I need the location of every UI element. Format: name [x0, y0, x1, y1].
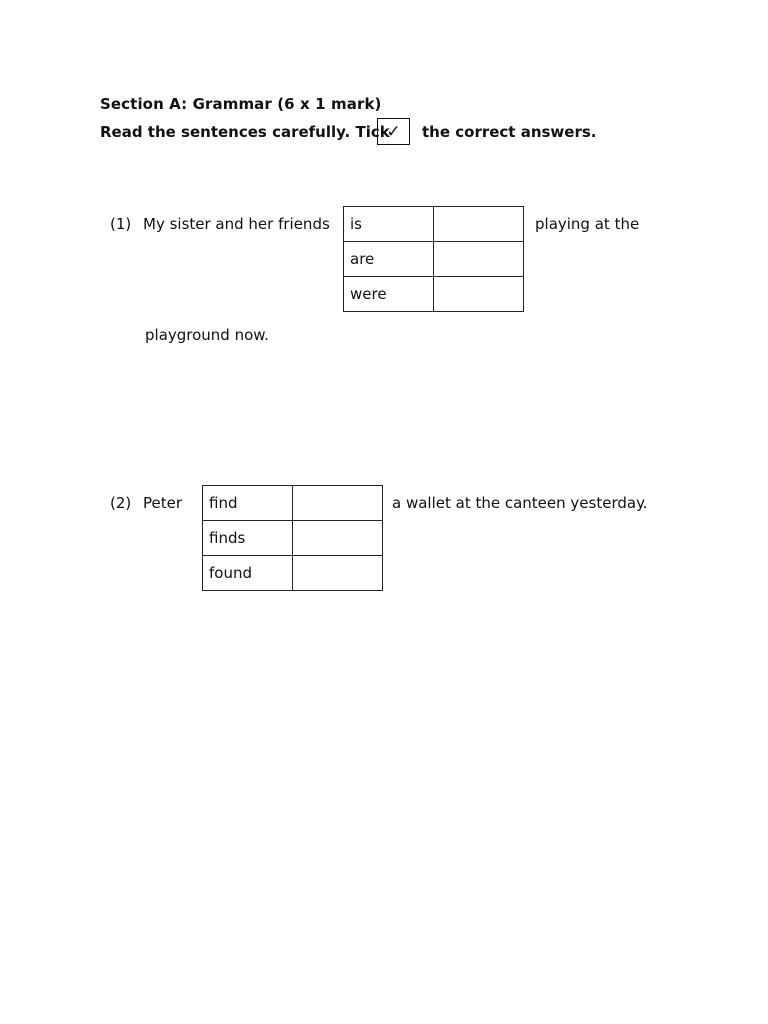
option-word: find — [203, 486, 293, 521]
option-row — [344, 207, 524, 242]
section-title: Section A: Grammar (6 x 1 mark) — [100, 95, 382, 113]
option-word: were — [344, 277, 434, 312]
tick-example-box — [377, 118, 410, 145]
option-row — [344, 242, 524, 277]
question-number: (1) — [110, 215, 132, 233]
check-icon: ✓ — [386, 121, 401, 142]
option-row — [344, 277, 524, 312]
sentence-start: My sister and her friends — [143, 215, 330, 233]
option-word: are — [344, 242, 434, 277]
sentence-start: Peter — [143, 494, 183, 512]
option-word: is — [344, 207, 434, 242]
options-table — [202, 485, 383, 591]
option-word: found — [203, 556, 293, 591]
option-row — [203, 486, 383, 521]
option-row — [203, 521, 383, 556]
answer-tick-box[interactable] — [293, 556, 383, 591]
instruction-text: Read the sentences carefully. Tick — [100, 123, 390, 141]
sentence-continuation: playground now. — [145, 326, 269, 344]
option-word: finds — [203, 521, 293, 556]
sentence-end: playing at the — [535, 215, 640, 233]
sentence-end: a wallet at the canteen yesterday. — [392, 494, 648, 512]
options-table — [343, 206, 524, 312]
option-row — [203, 556, 383, 591]
instruction-text-end: the correct answers. — [422, 123, 597, 141]
answer-tick-box[interactable] — [434, 242, 524, 277]
answer-tick-box[interactable] — [434, 207, 524, 242]
answer-tick-box[interactable] — [293, 486, 383, 521]
answer-tick-box[interactable] — [293, 521, 383, 556]
question-number: (2) — [110, 494, 132, 512]
answer-tick-box[interactable] — [434, 277, 524, 312]
